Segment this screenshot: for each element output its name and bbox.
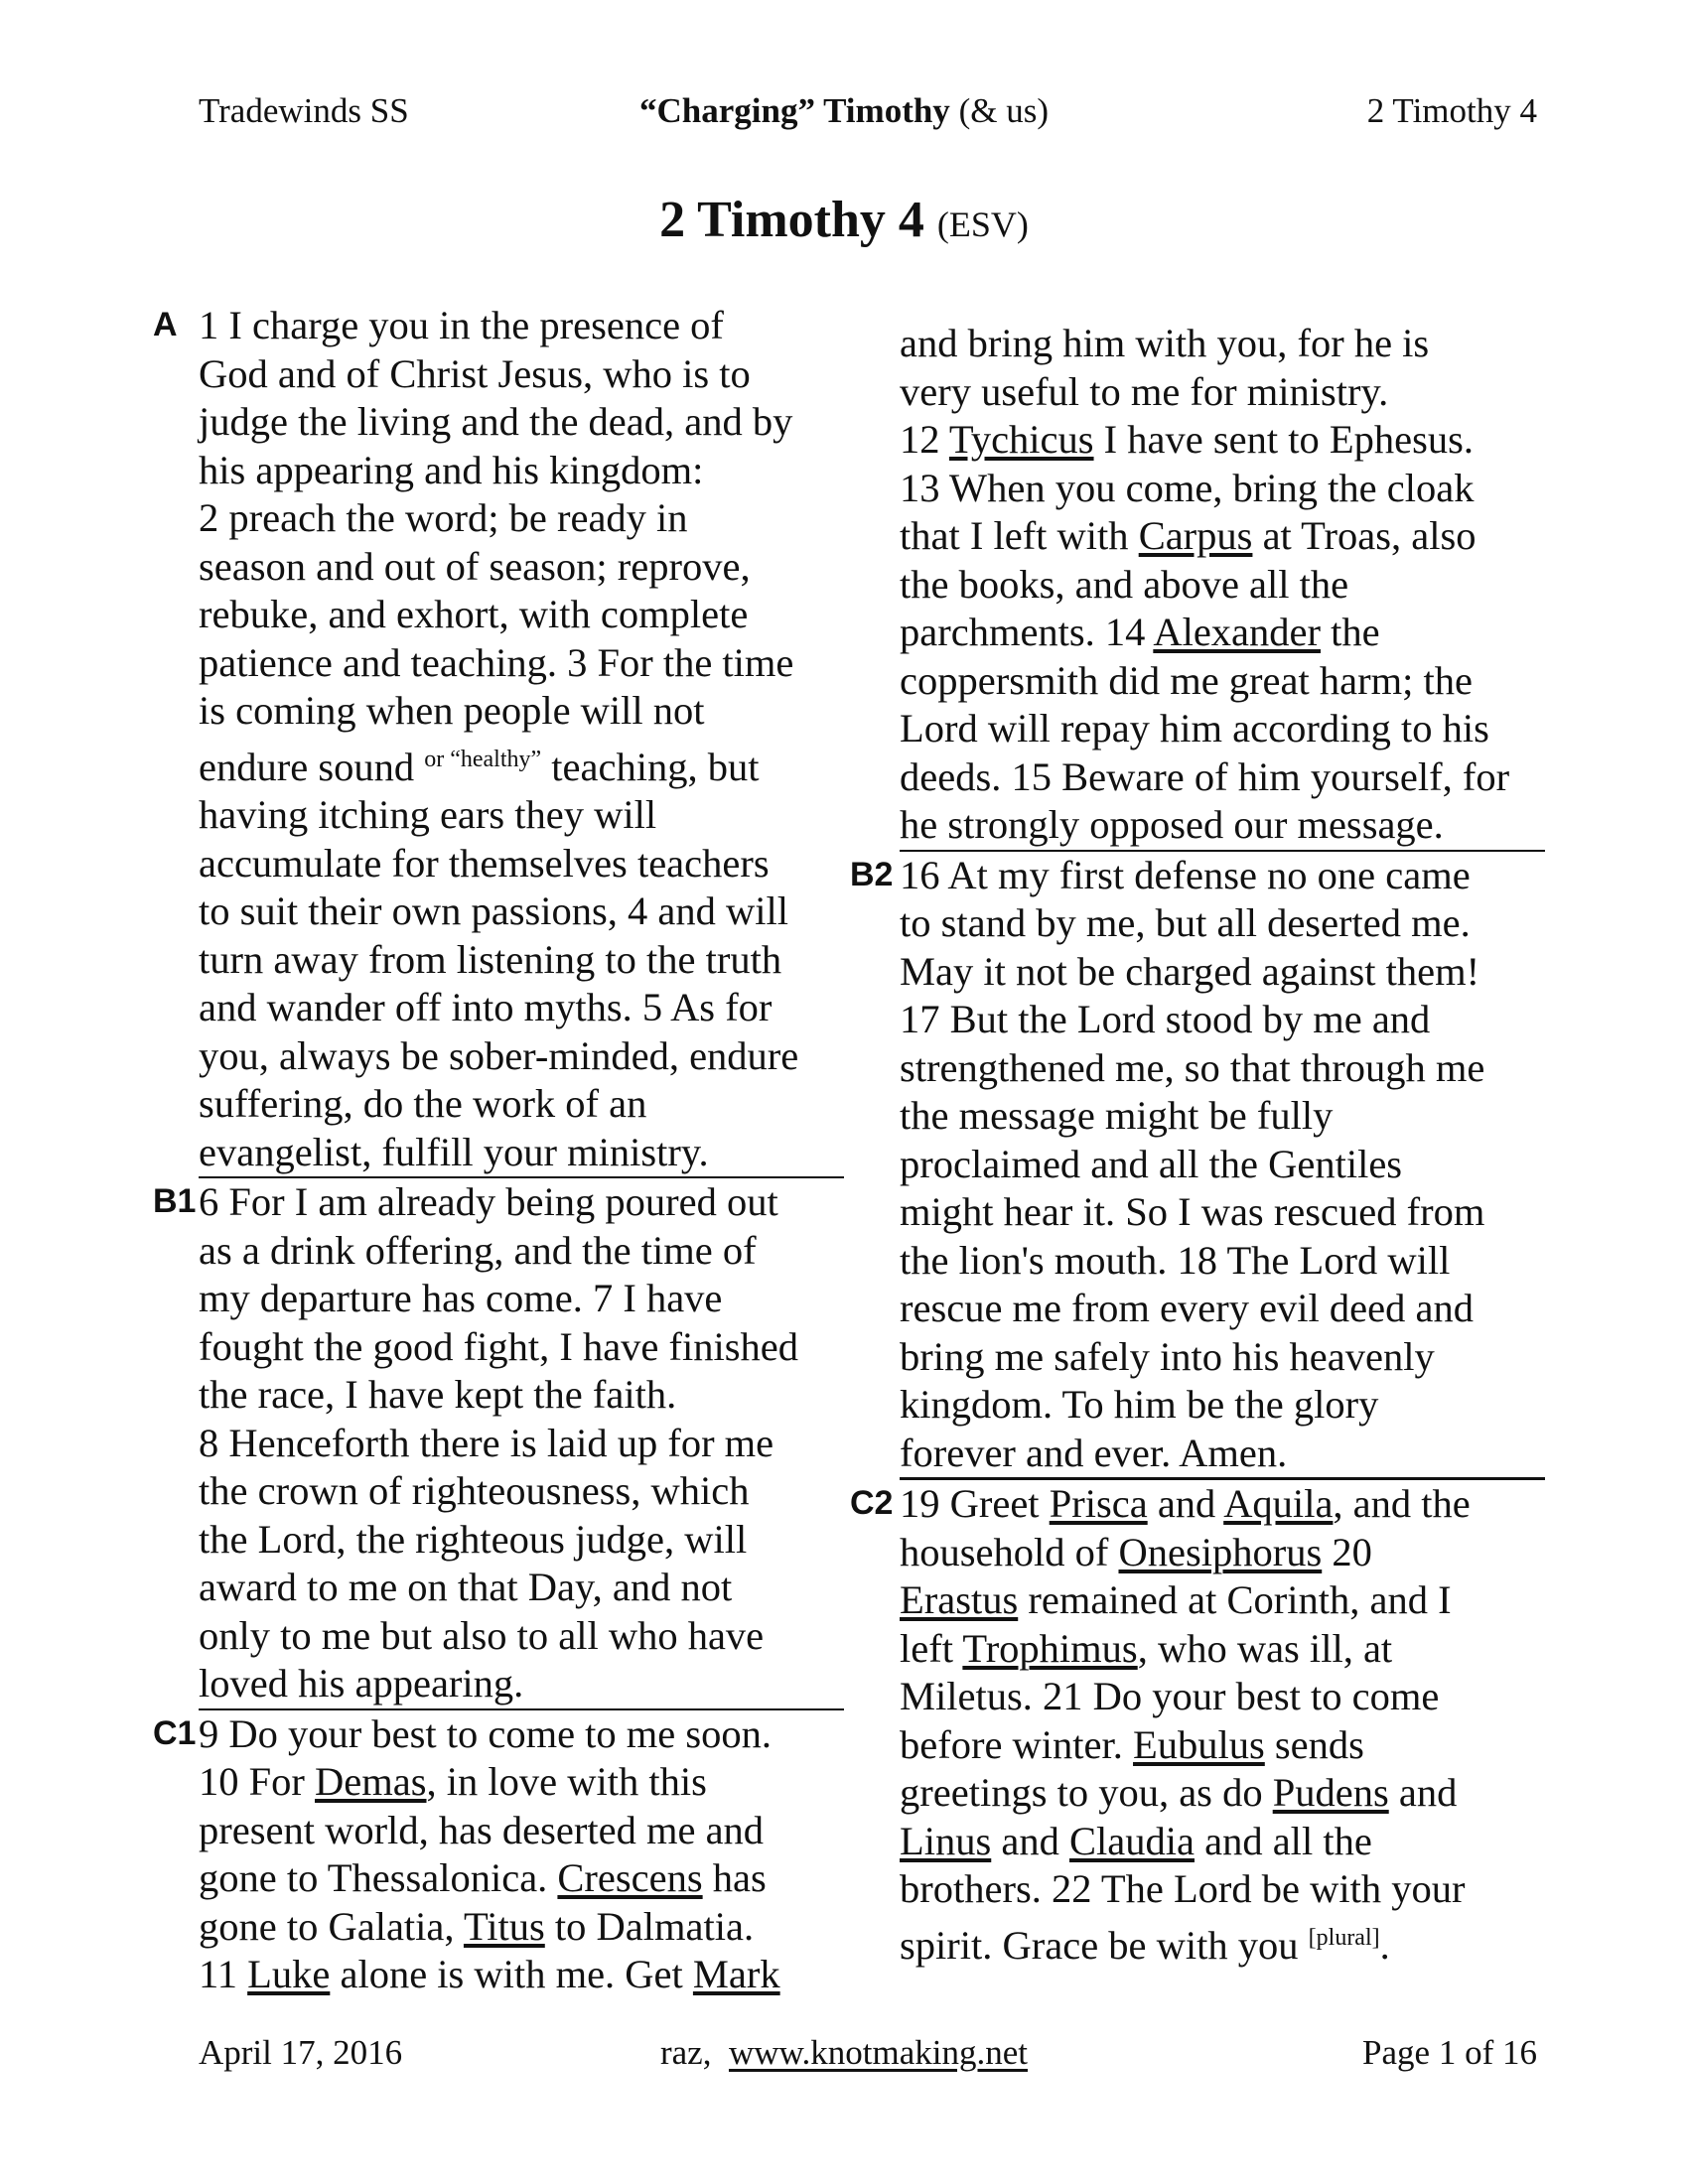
text-span: and xyxy=(1398,1770,1458,1815)
section-c1-continued xyxy=(900,320,1545,852)
name-aquila: Aquila xyxy=(1223,1481,1334,1526)
name-trophimus: Trophimus xyxy=(962,1625,1138,1671)
name-crescens: Crescens xyxy=(557,1855,703,1900)
section-b2-text: 16 At my first defense no one came to stand by me, but all deserted me. May it not be charged against them! 17 But the Lord stood by me and strengthened me, so that through me the message might be fully proclaimed and all the Gentiles might hear it. So I was rescued from the lion's mouth. 18 The Lord will rescue me from every evil deed and bring me safely into his heavenly kingdom. To him be the glory forever and ever. Amen. xyxy=(900,852,1485,1475)
section-marker-c2: C2 xyxy=(850,1484,894,1522)
section-marker-b2: B2 xyxy=(850,855,894,893)
name-titus: Titus xyxy=(463,1903,545,1949)
text-span: sends greetings to you, as do xyxy=(900,1721,1364,1815)
text-span: and xyxy=(1147,1481,1224,1526)
text-span: the coppersmith did me great harm; the Lord will repay him according to his deeds. 15 Beware of him yourself, for he strongly opposed our message. xyxy=(900,610,1510,847)
section-c2 xyxy=(850,1480,1545,1970)
section-marker-c1: C1 xyxy=(153,1713,197,1752)
name-tychicus: Tychicus xyxy=(948,417,1094,462)
section-b1 xyxy=(153,1178,844,1710)
text-span: at Troas, also the books, and above all the parchments. 14 xyxy=(900,513,1477,654)
footer-link[interactable]: www.knotmaking.net xyxy=(728,2033,1028,2072)
text-span: and xyxy=(991,1818,1069,1863)
text-span: and all the brothers. 22 The Lord be with your spirit. Grace be with you xyxy=(900,1818,1466,1968)
section-c1-text xyxy=(199,1710,844,1999)
text-span: 19 Greet xyxy=(900,1481,1050,1526)
left-column xyxy=(153,302,844,1999)
name-erastus: Erastus xyxy=(900,1577,1019,1622)
section-b1-text: 6 For I am already being poured out as a drink offering, and the time of my departure has come. 7 I have fought the good fight, I have finished the race, I have kept the faith. 8 Henceforth there is laid up for me the crown of righteousness, which the Lord, the righteous judge, will award to me on that Day, and not only to me but also to all who have loved his appearing. xyxy=(199,1179,798,1706)
text-span: remained at Corinth, and I left xyxy=(900,1577,1452,1671)
text-span: 1 I charge you in the presence of God and of Christ Jesus, who is to judge the living and the dead, and by his appearing and his kingdom: 2 preach the word; be ready in season and out of season; reprove, rebuke, and exhort, with complete patience and teaching. 3 For the time is coming when people will not endure sound xyxy=(199,303,794,789)
header-left: Tradewinds SS xyxy=(199,91,409,130)
name-eubulus: Eubulus xyxy=(1133,1721,1265,1767)
footer-author: raz, xyxy=(659,2033,712,2072)
section-a xyxy=(153,302,844,1178)
footer-date: April 17, 2016 xyxy=(199,2033,403,2072)
translation-note: or “healthy” xyxy=(424,746,542,772)
text-span: 20 xyxy=(1332,1529,1372,1574)
name-carpus: Carpus xyxy=(1138,513,1253,558)
name-pudens: Pudens xyxy=(1272,1770,1389,1815)
name-mark: Mark xyxy=(692,1952,780,1996)
text-span: and bring him with you, for he is very useful to me for ministry. 12 xyxy=(900,321,1430,462)
name-alexander: Alexander xyxy=(1153,610,1321,654)
name-claudia: Claudia xyxy=(1069,1818,1195,1863)
section-marker-b1: B1 xyxy=(153,1182,197,1220)
text-span: . xyxy=(1379,1922,1390,1968)
section-c2-text xyxy=(900,1480,1545,1970)
text-span: , and the household of xyxy=(900,1481,1471,1574)
page-title-version: (ESV) xyxy=(936,205,1029,244)
name-prisca: Prisca xyxy=(1049,1481,1148,1526)
text-span: has gone to Galatia, xyxy=(199,1855,767,1949)
page-title xyxy=(0,191,1688,249)
plural-note: [plural] xyxy=(1308,1924,1380,1951)
header-title-suffix: (& us) xyxy=(949,91,1049,130)
text-span: to Dalmatia. 11 xyxy=(199,1903,755,1996)
section-a-text xyxy=(199,302,844,1176)
text-span: alone is with me. Get xyxy=(330,1952,693,1996)
footer-page-number: Page 1 of 16 xyxy=(1362,2033,1537,2072)
text-span: I have sent to Ephesus. 13 When you come, bring the cloak that I left with xyxy=(900,417,1475,558)
name-demas: Demas xyxy=(315,1759,427,1804)
section-marker-a: A xyxy=(153,306,178,343)
text-span: 9 Do your best to come to me soon. 10 For xyxy=(199,1710,773,1804)
text-span: teaching, but having itching ears they will accumulate for themselves teachers to suit their own passions, 4 and will turn away from listening to the truth and wander off into myths. 5 As for you, always be sober-minded, endure suffering, do the work of an evangelist, fulfill your ministry. xyxy=(199,744,799,1174)
header-title: “Charging” Timothy xyxy=(639,91,950,130)
name-linus: Linus xyxy=(900,1818,992,1863)
section-b2 xyxy=(850,852,1545,1481)
right-column xyxy=(850,320,1545,1970)
text-span: , in love with this present world, has deserted me and gone to Thessalonica. xyxy=(199,1759,765,1900)
name-luke: Luke xyxy=(247,1952,331,1996)
name-onesiphorus: Onesiphorus xyxy=(1118,1529,1323,1574)
section-c1-continued-text xyxy=(900,320,1545,850)
section-c1 xyxy=(153,1710,844,1999)
header-right: 2 Timothy 4 xyxy=(1366,91,1537,130)
text-span: , who was ill, at Miletus. 21 Do your best to come before winter. xyxy=(900,1625,1440,1767)
page-title-main: 2 Timothy 4 xyxy=(659,192,924,248)
